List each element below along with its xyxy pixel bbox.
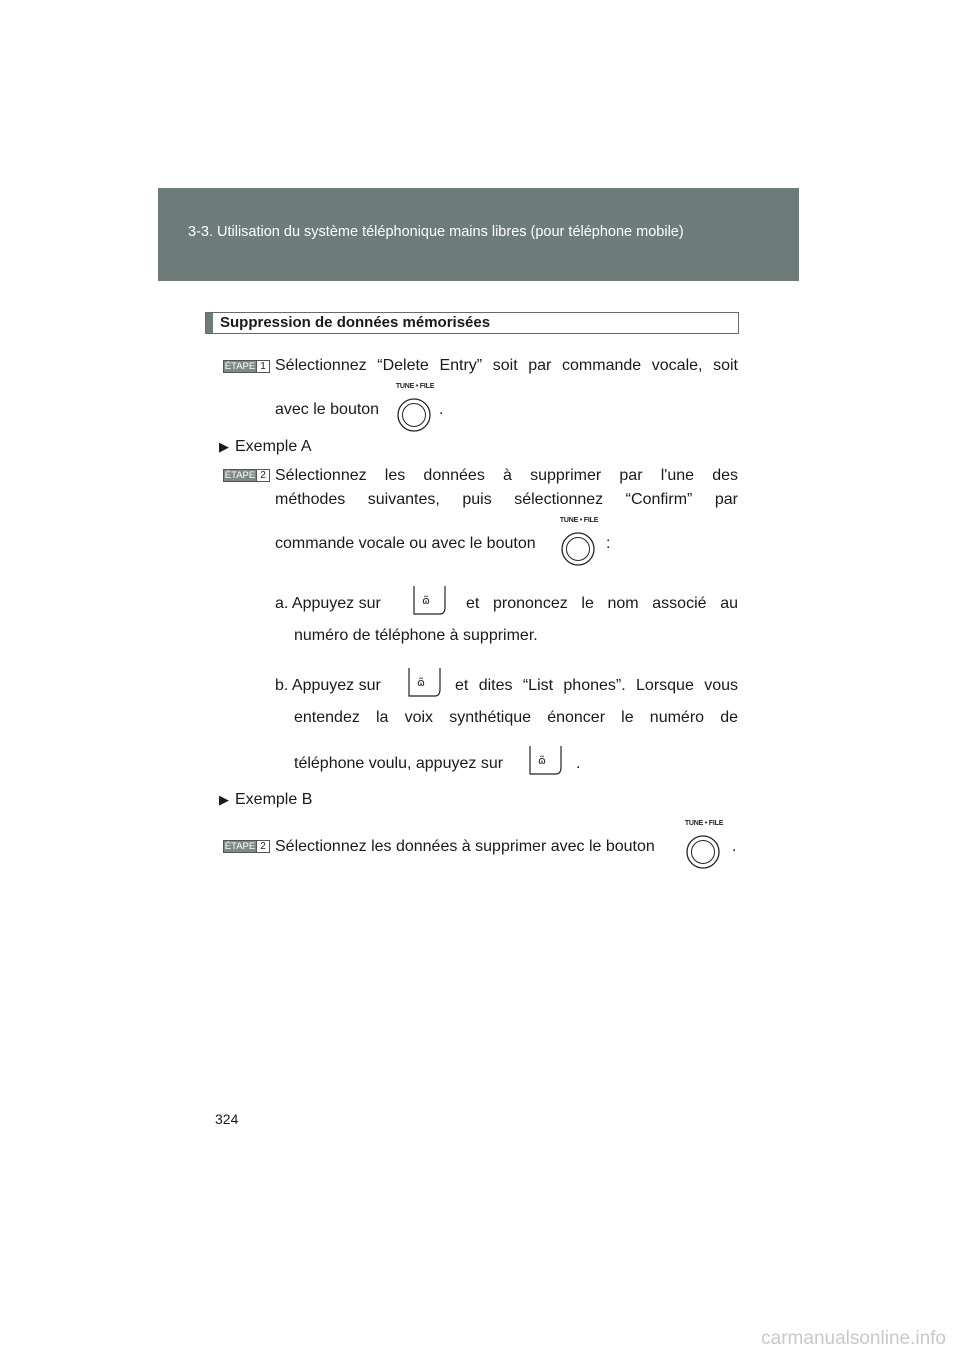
knob-label: TUNE • FILE [559,517,599,524]
right-triangle-icon: ▶ [219,792,229,807]
svg-text:ɷ̃: ɷ̃ [538,754,547,767]
step-badge-2b [223,840,270,853]
section-heading [205,312,739,334]
sub-a-line2: numéro de téléphone à supprimer. [294,627,538,644]
step-number: 1 [256,361,269,372]
talk-switch-icon [526,745,562,775]
knob-label: TUNE • FILE [395,383,435,390]
tune-file-knob-icon [557,517,601,567]
step-number: 2 [256,470,269,481]
step2a-line1: Sélectionnez les données à supprimer par l'une des [275,467,738,484]
step-badge-2a [223,469,270,482]
step-label: ÉTAPE [224,841,256,852]
step1-line1: Sélectionnez “Delete Entry” soit par commande vocale, soit [275,357,738,374]
svg-text:ɷ̃: ɷ̃ [417,676,426,689]
example-b [219,790,312,810]
step-label: ÉTAPE [224,470,256,481]
section-title: 3-3. Utilisation du système téléphonique mains libres (pour téléphone mobile) [188,224,684,240]
sub-b-prefix: b. Appuyez sur [275,677,381,694]
tune-file-knob-icon [682,820,726,870]
step-label: ÉTAPE [224,361,256,372]
sub-a-prefix: a. Appuyez sur [275,595,381,612]
step-badge-1 [223,360,270,373]
heading-accent-bar [206,313,213,333]
sub-a-after: et prononcez le nom associé au [466,595,738,612]
sub-b-line3-before: téléphone voulu, appuyez sur [294,755,504,772]
watermark: carmanualsonline.info [761,1328,946,1349]
sub-b-after: et dites “List phones”. Lorsque vous [455,677,738,694]
svg-text:ɷ̃: ɷ̃ [422,594,431,607]
tune-file-knob-icon [393,383,437,433]
step2a-line3-before: commande vocale ou avec le bouton [275,535,536,552]
header-band [158,188,799,281]
right-triangle-icon: ▶ [219,439,229,454]
step2a-line2: méthodes suivantes, puis sélectionnez “Confirm” par [275,491,738,508]
page-number: 324 [215,1111,239,1127]
talk-switch-icon [410,585,446,615]
sub-b-line2: entendez la voix synthétique énoncer le numéro de [294,709,738,726]
example-b-label: Exemple B [235,791,313,808]
step2a-line3-after: : [606,535,611,552]
heading-text: Suppression de données mémorisées [220,314,491,331]
step1-line2-before: avec le bouton [275,401,380,418]
step2b-text: Sélectionnez les données à supprimer avec le bouton [275,838,655,855]
sub-b-line3-after: . [576,755,581,772]
example-a [219,437,311,457]
knob-label: TUNE • FILE [684,820,724,827]
step2b-after: . [732,838,737,855]
step1-line2-after: . [439,401,444,418]
example-a-label: Exemple A [235,438,312,455]
step-number: 2 [256,841,269,852]
talk-switch-icon [405,667,441,697]
